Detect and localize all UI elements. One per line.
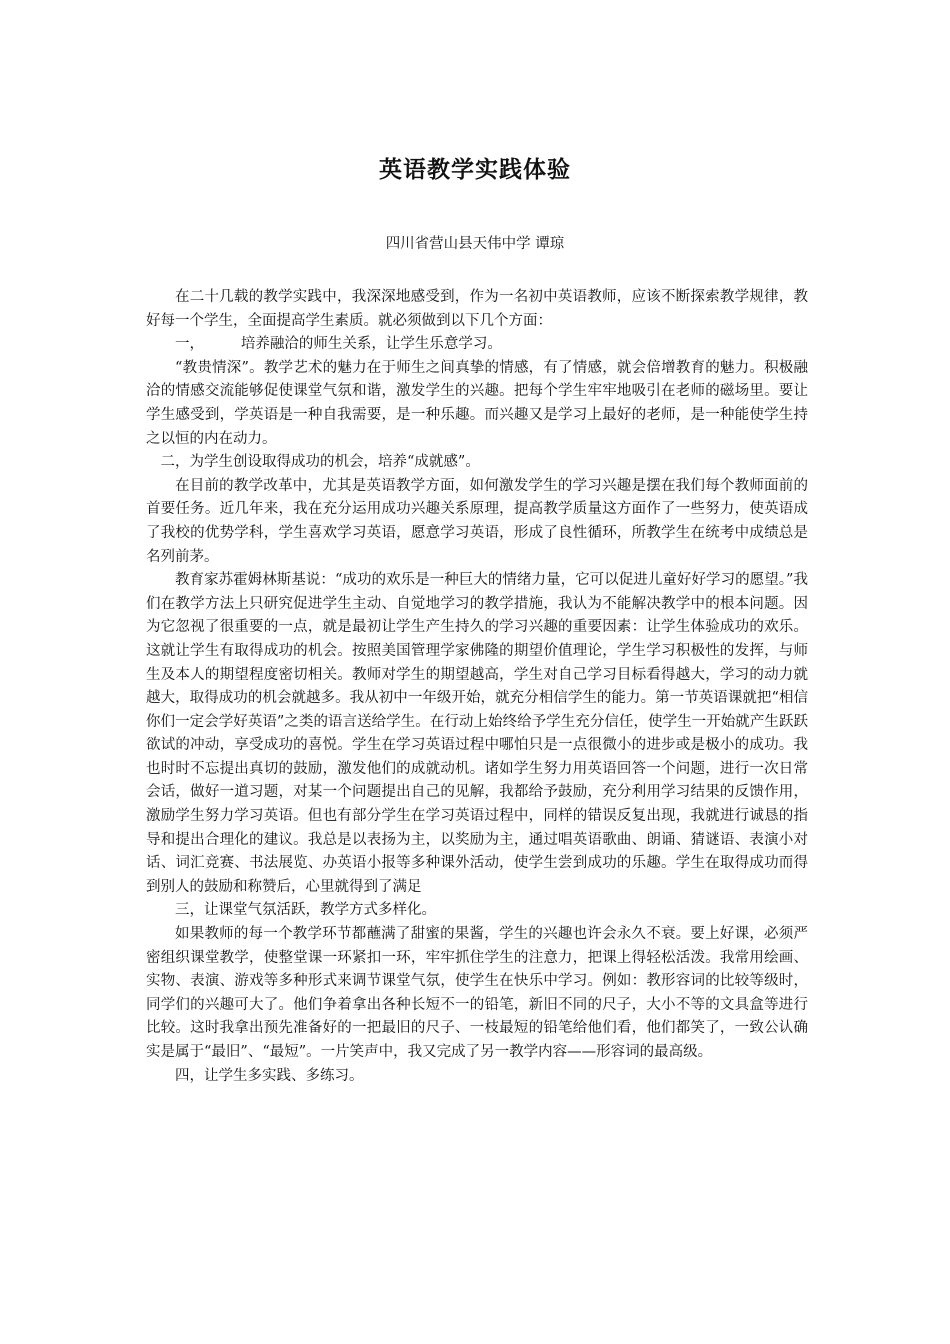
intro-paragraph: 在二十几载的教学实践中，我深深地感受到，作为一名初中英语教师，应该不断探索教学规律，教好每一个学生，全面提高学生素质。就必须做到以下几个方面：	[146, 289, 808, 329]
section-heading-4: 四，让学生多实践、多练习。	[175, 1067, 364, 1084]
section-heading-3: 三，让课堂气氛活跃，教学方式多样化。	[175, 902, 436, 919]
section-3-paragraph: 如果教师的每一个教学环节都蘸满了甜蜜的果酱，学生的兴趣也许会永久不衰。要上好课，必须严密组织课堂教学，使整堂课一环紧扣一环，牢牢抓住学生的注意力，把课上得轻松活泼。我常用绘画、实物、表演、游戏等多种形式来调节课堂气氛，使学生在快乐中学习。例如：教形容词的比较等级时，同学们的兴趣可大了。他们争着拿出各种长短不一的铅笔，新旧不同的尺子，大小不等的文具盒等进行比较。这时我拿出预先准备好的一把最旧的尺子、一枝最短的铅笔给他们看，他们都笑了，一致公认确实是属于“最旧”、“最短”。一片笑声中，我又完成了另一教学内容——形容词的最高级。	[146, 926, 808, 1060]
author-line: 四川省营山县天伟中学 谭琼	[385, 236, 565, 252]
section-2-paragraph-2: 教育家苏霍姆林斯基说：“成功的欢乐是一种巨大的情绪力量，它可以促进儿童好好学习的愿望。”我们在教学方法上只研究促进学生主动、自觉地学习的教学措施，我认为不能解决教学中的根本问题。因为它忽视了很重要的一点，就是最初让学生产生持久的学习兴趣的重要因素：让学生体验成功的欢乐。这就让学生有取得成功的机会。按照美国管理学家佛隆的期望价值理论，学生学习积极性的发挥，与师生及本人的期望程度密切相关。教师对学生的期望越高，学生对自己学习目标看得越大，学习的动力就越大，取得成功的机会就越多。我从初中一年级开始，就充分相信学生的能力。第一节英语课就把“相信你们一定会学好英语”之类的语言送给学生。在行动上始终给予学生充分信任，使学生一开始就产生跃跃欲试的冲动，享受成功的喜悦。学生在学习英语过程中哪怕只是一点很微小的进步或是极小的成功。我也时时不忘提出真切的鼓励，激发他们的成就动机。诸如学生努力用英语回答一个问题，进行一次日常会话，做好一道习题，对某一个问题提出自己的见解，我都给予鼓励，充分利用学习结果的反馈作用，激励学生努力学习英语。但也有部分学生在学习英语过程中，同样的错误反复出现，我就进行诚恳的指导和提出合理化的建议。我总是以表扬为主，以奖励为主，通过唱英语歌曲、朗诵、猜谜语、表演小对话、词汇竞赛、书法展览、办英语小报等多种课外活动，使学生尝到成功的乐趣。学生在取得成功而得到别人的鼓励和称赞后，心里就得到了满足	[146, 572, 808, 895]
section-1-paragraph: “教贵情深”。教学艺术的魅力在于师生之间真挚的情感，有了情感，就会倍增教育的魅力。积极融洽的情感交流能够促使课堂气氛和谐，激发学生的兴趣。把每个学生牢牢地吸引在老师的磁场里。要让学生感受到，学英语是一种自我需要，是一种乐趣。而兴趣又是学习上最好的老师，是一种能使学生持之以恒的内在动力。	[146, 359, 808, 447]
document-body	[146, 286, 808, 1088]
section-heading-1: 一， 培养融洽的师生关系，让学生乐意学习。	[175, 336, 502, 353]
section-heading-2: 二，为学生创设取得成功的机会，培养“成就感”。	[160, 454, 480, 471]
document-title: 英语教学实践体验	[379, 157, 571, 183]
section-2-paragraph-1: 在目前的教学改革中，尤其是英语教学方面，如何激发学生的学习兴趣是摆在我们每个教师面前的首要任务。近几年来，我在充分运用成功兴趣关系原理，提高教学质量这方面作了一些努力，使英语成了我校的优势学科，学生喜欢学习英语，愿意学习英语，形成了良性循环，所教学生在统考中成绩总是名列前茅。	[146, 477, 808, 565]
